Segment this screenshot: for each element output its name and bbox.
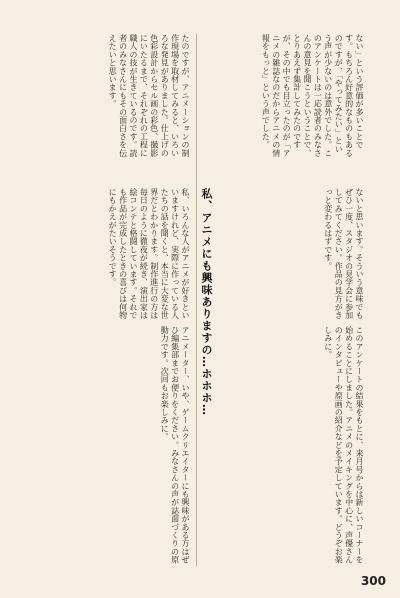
text-block-top-left: たのですが、アニメーションの制作現場を取材してみると、いろいろな発見がありました。仕上げの色彩設計からセル画の彩色、撮影にいたるまで、それぞれの工程に職人の技が生きているのです。読者のみなさんにもその面白さを伝えたいと思います。 — [108, 34, 190, 157]
text-block-bottom-left: アニメーター、いや、ゲームクリエイターにも興味がある方はぜひ編集部までお便りをください。みなさんの声が誌面づくりの原動力です。次回もお楽しみに。 — [160, 326, 190, 564]
text-block-bottom-right: このアンケートの結果をもとに、来月号からは新しいコーナーを始めることにしました。アニメのメイキングを中心に、声優さんのインタビューや原画の紹介などを予定しています。どうぞお楽しみに。 — [323, 326, 364, 564]
section-heading: 私、アニメにも興味ありますの…ホホホ… — [200, 188, 213, 416]
text-block-top-right: ない」という評価が多いことです。もちろん好意的なものもあるのですが、「やってみたい」という声が少ないのは意外でした。このアンケートは一応読者のみなさんの意見を聞こうということで、とりあえず集計してみたのですが、その中でも目立ったのが「アニメの雑誌なのだからアニメの情報をもっと」という声でした。 — [261, 34, 364, 157]
text-block-middle-left: 私、いろんな人がアニメが好きといいますけれど、実際に作っている人たちの話を聞くと、本当に大変な世界だとわかります。制作進行の方は毎日のように徹夜が続き、演出家は絵コンテと格闘しています。それでも作品が完成したときの喜びは何物にもかえがたいそうです。 — [108, 188, 190, 320]
column-divider — [196, 34, 197, 566]
page-number: 300 — [360, 574, 386, 588]
text-block-middle-right: ないと思います。そういう意味でもぜひ一度、スタジオの見学会に参加してみてください。作品の見方がきっと変わるはずです。 — [323, 188, 364, 320]
